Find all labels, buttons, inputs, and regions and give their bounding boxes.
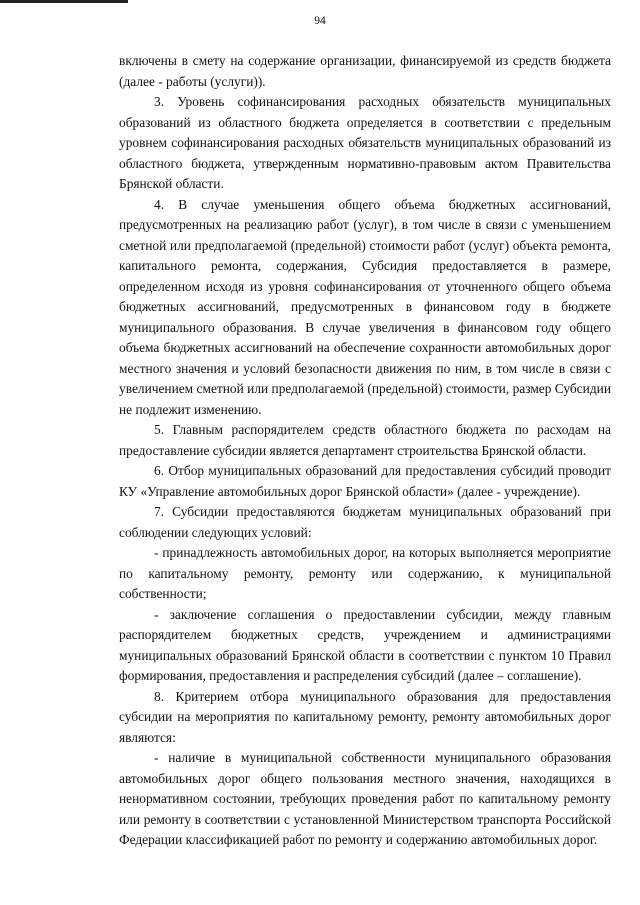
condition-agreement: - заключение соглашения о предоставлении субсидии, между главным распорядителем бюджетных средств, учреждением и администрациями муниципальных образований Брянской области в соответствии с пунктом 10 Правил формирования, предоставления и распределения субсидий (далее – соглашение). — [119, 606, 611, 683]
paragraph-item-5: 5. Главным распорядителем средств областного бюджета по расходам на предоставление субсидии является департамент строительства Брянской области. — [119, 422, 611, 458]
paragraph-item-6: 6. Отбор муниципальных образований для предоставления субсидий проводит КУ «Управление автомобильных дорог Брянской области» (далее - учреждение). — [119, 463, 611, 499]
paragraph-continuation: включены в смету на содержание организации, финансируемой из средств бюджета (далее - работы (услуги)). — [119, 53, 611, 89]
paragraph-item-8: 8. Критерием отбора муниципального образования для предоставления субсидии на мероприятия по капитальному ремонту, ремонту автомобильных дорог являются: — [119, 688, 611, 745]
document-body — [119, 51, 611, 851]
top-edge-rule — [0, 0, 128, 3]
condition-ownership: - принадлежность автомобильных дорог, на которых выполняется мероприятие по капитальному ремонту, ремонту или содержанию, к муниципальной собственности; — [119, 545, 611, 601]
paragraph-item-4: 4. В случае уменьшения общего объема бюджетных ассигнований, предусмотренных на реализацию работ (услуг), в том числе в связи с уменьшением сметной или предполагаемой (предельной) стоимости работ (услуг) объекта ремонта, капитального ремонта, содержания, Субсидия предоставляется в размере, определенном исходя из уровня софинансирования от уточненного общего объема бюджетных ассигнований, предусмотренных в финансовом году в бюджете муниципального образования. В случае увеличения в финансовом году общего объема бюджетных ассигнований на обеспечение сохранности автомобильных дорог местного значения и условий безопасности движения по ним, в том числе в связи с увеличением сметной или предполагаемой (предельной) стоимости, размер Субсидии не подлежит изменению. — [119, 196, 611, 417]
paragraph-item-3: 3. Уровень софинансирования расходных обязательств муниципальных образований из областного бюджета определяется в соответствии с предельным уровнем софинансирования расходных обязательств муниципальных образований из областного бюджета, утвержденным нормативно-правовым актом Правительства Брянской области. — [119, 94, 611, 191]
paragraph-item-7: 7. Субсидии предоставляются бюджетам муниципальных образований при соблюдении следующих условий: — [119, 504, 611, 540]
criterion-roads: - наличие в муниципальной собственности муниципального образования автомобильных дорог общего пользования местного значения, находящихся в ненормативном состоянии, требующих проведения работ по капитальному ремонту или ремонту в соответствии с установленной Министерством транспорта Российской Федерации классификацией работ по ремонту и содержанию автомобильных дорог. — [119, 750, 611, 847]
page-number: 94 — [314, 15, 326, 27]
